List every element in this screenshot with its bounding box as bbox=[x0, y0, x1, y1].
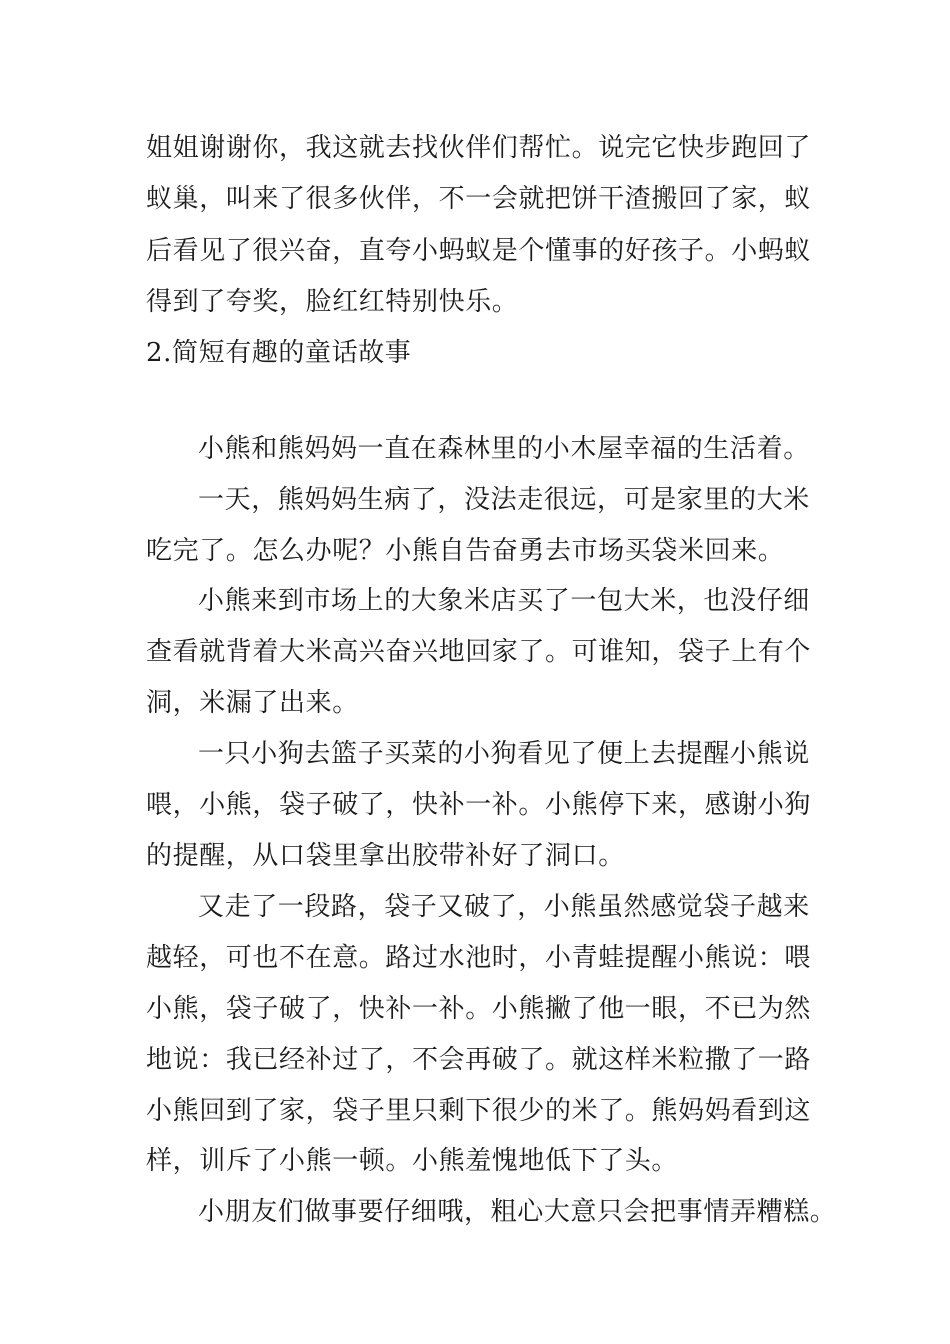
text-line: 蚁巢，叫来了很多伙伴，不一会就把饼干渣搬回了家，蚁 bbox=[146, 184, 812, 214]
text-line: 小熊回到了家，袋子里只剩下很少的米了。熊妈妈看到这 bbox=[146, 1096, 812, 1126]
text-line: 查看就背着大米高兴奋兴地回家了。可谁知，袋子上有个 bbox=[146, 637, 812, 667]
text-line: 吃完了。怎么办呢？小熊自告奋勇去市场买袋米回来。 bbox=[146, 536, 785, 566]
text-line: 喂，小熊，袋子破了，快补一补。小熊停下来，感谢小狗 bbox=[146, 790, 812, 820]
paragraph-start: 小朋友们做事要仔细哦，粗心大意只会把事情弄糟糕。 bbox=[198, 1197, 837, 1227]
paragraph-start: 小熊和熊妈妈一直在森林里的小木屋幸福的生活着。 bbox=[198, 434, 810, 464]
text-line: 洞，米漏了出来。 bbox=[146, 688, 359, 718]
text-line: 后看见了很兴奋，直夸小蚂蚁是个懂事的好孩子。小蚂蚁 bbox=[146, 236, 812, 266]
text-line: 样，训斥了小熊一顿。小熊羞愧地低下了头。 bbox=[146, 1146, 679, 1176]
text-line: 姐姐谢谢你，我这就去找伙伴们帮忙。说完它快步跑回了 bbox=[146, 133, 812, 163]
text-line: 小熊，袋子破了，快补一补。小熊撇了他一眼，不已为然 bbox=[146, 994, 812, 1024]
text-line: 的提醒，从口袋里拿出胶带补好了洞口。 bbox=[146, 841, 625, 871]
paragraph-start: 小熊来到市场上的大象米店买了一包大米，也没仔细 bbox=[198, 586, 810, 616]
paragraph-start: 又走了一段路，袋子又破了，小熊虽然感觉袋子越来 bbox=[198, 892, 810, 922]
paragraph-start: 一天，熊妈妈生病了，没法走很远，可是家里的大米 bbox=[198, 485, 810, 515]
paragraph-start: 一只小狗去篮子买菜的小狗看见了便上去提醒小熊说 bbox=[198, 739, 810, 769]
text-line: 地说：我已经补过了，不会再破了。就这样米粒撒了一路 bbox=[146, 1045, 812, 1075]
text-line: 得到了夸奖，脸红红特别快乐。 bbox=[146, 287, 519, 317]
text-line: 越轻，可也不在意。路过水池时，小青蛙提醒小熊说：喂 bbox=[146, 943, 812, 973]
section-heading: 2.简短有趣的童话故事 bbox=[146, 338, 412, 368]
